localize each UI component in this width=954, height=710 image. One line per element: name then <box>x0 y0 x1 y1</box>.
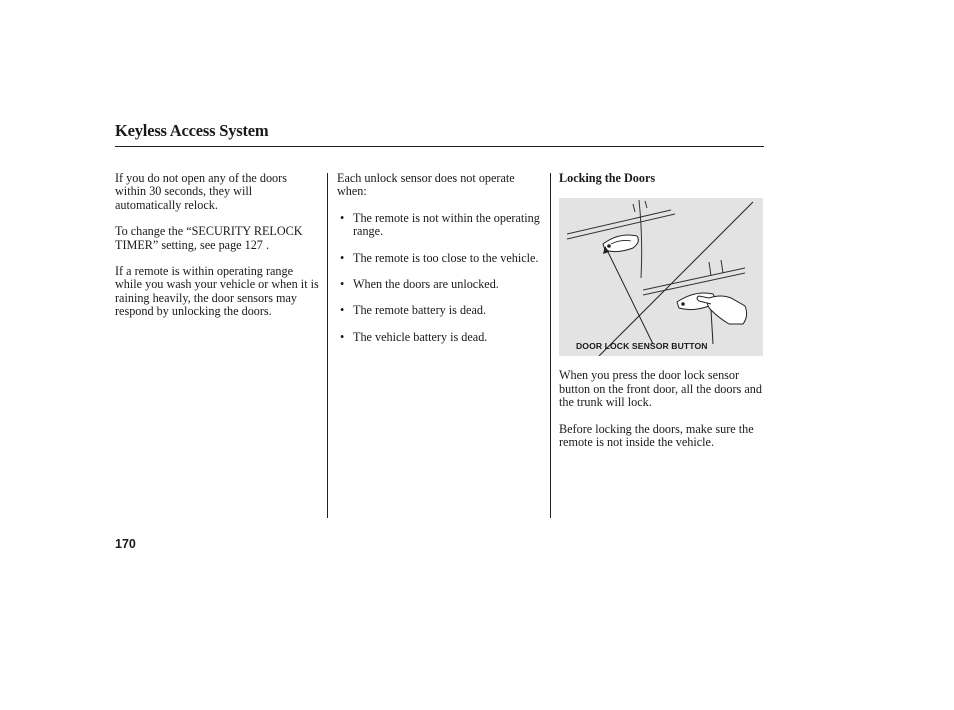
title-rule <box>115 146 764 147</box>
list-item: • The remote is too close to the vehicle. <box>340 250 539 265</box>
list-item: • The vehicle battery is dead. <box>340 329 488 344</box>
remote-warning-paragraph: Before locking the doors, make sure the remote is not inside the vehicle. <box>559 421 754 450</box>
door-handle-drawing <box>559 198 763 356</box>
column-2 <box>337 172 545 344</box>
list-item: • The remote is not within the operating range. <box>340 210 540 239</box>
column-divider-2 <box>550 173 551 518</box>
washing-paragraph: If a remote is within operating range while you wash your vehicle or when it is raining heavily, the door sensors may respond by unlocking the doors. <box>115 264 319 319</box>
relock-paragraph: If you do not open any of the doors within 30 seconds, they will automatically relock. <box>115 171 287 212</box>
section-title: Keyless Access System <box>115 121 269 140</box>
conditions-list <box>337 212 545 344</box>
door-handle-illustration <box>559 198 763 356</box>
timer-setting-paragraph: To change the “SECURITY RELOCK TIMER” setting, see page 127 . <box>115 224 303 252</box>
column-1 <box>115 172 321 332</box>
column-3 <box>559 172 765 462</box>
lock-button-paragraph: When you press the door lock sensor button on the front door, all the doors and the trunk will lock. <box>559 368 762 410</box>
list-item: • When the doors are unlocked. <box>340 277 499 292</box>
locking-heading: Locking the Doors <box>559 171 656 185</box>
unlock-sensor-intro: Each unlock sensor does not operate when: <box>337 171 515 199</box>
column-divider-1 <box>327 173 328 518</box>
list-item: • The remote battery is dead. <box>340 303 486 318</box>
page-number: 170 <box>115 537 136 551</box>
figure-caption: DOOR LOCK SENSOR BUTTON <box>576 341 708 352</box>
